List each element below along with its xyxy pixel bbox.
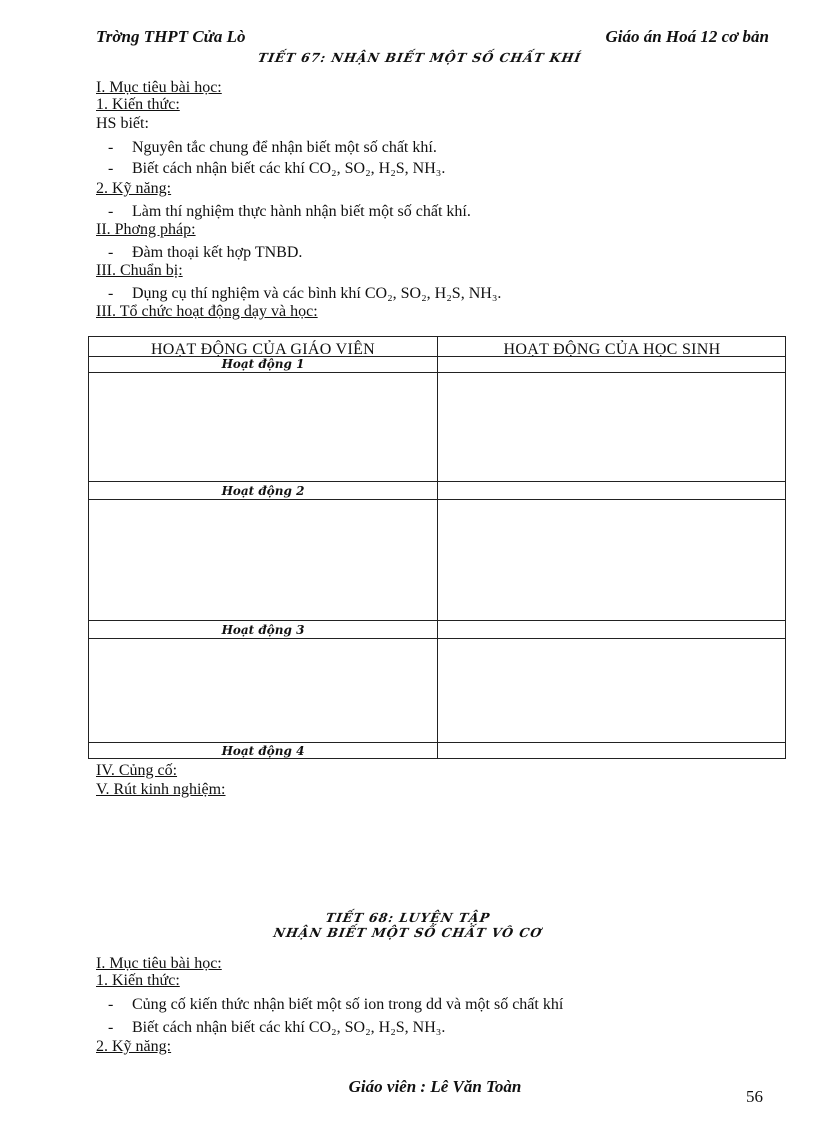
activity-1-label: Hoạt động 1 — [221, 357, 305, 371]
row-separator — [89, 620, 785, 621]
row-separator — [89, 372, 785, 373]
school-name: Trờng THPT Cửa Lò — [96, 27, 246, 46]
page-number: 56 — [746, 1087, 763, 1106]
knowledge-item: - Nguyên tắc chung để nhận biết một số chất khí. — [108, 139, 437, 156]
student-column-header: HOẠT ĐỘNG CỦA HỌC SINH — [503, 341, 721, 358]
prep-heading: III. Chuẩn bị: — [96, 262, 183, 279]
lesson68-skills-heading: 2. Kỹ năng: — [96, 1038, 172, 1055]
row-separator — [89, 481, 785, 482]
skills-item: - Làm thí nghiệm thực hành nhận biết một số chất khí. — [108, 203, 471, 220]
lesson68-knowledge-heading: 1. Kiến thức: — [96, 972, 180, 989]
teacher-column-header: HOẠT ĐỘNG CỦA GIÁO VIÊN — [150, 341, 376, 358]
bullet-dash: - — [108, 203, 114, 220]
organize-heading: III. Tổ chức hoạt động dạy và học: — [96, 303, 318, 320]
activity-3-label: Hoạt động 3 — [221, 623, 305, 637]
prep-item: - Dụng cụ thí nghiệm và các bình khí CO₂, SO₂, H₂S, NH₃. — [108, 285, 502, 302]
activity-4-label: Hoạt động 4 — [221, 744, 305, 758]
consolidate-heading: IV. Củng cố: — [96, 762, 178, 779]
table-column-divider — [437, 337, 438, 758]
lesson68-knowledge-item: - Biết cách nhận biết các khí CO₂, SO₂, H₂S, NH₃. — [108, 1019, 446, 1036]
lesson67-title: TIẾT 67: NHẬN BIẾT MỘT SỐ CHẤT KHÍ — [256, 50, 583, 65]
objectives-heading: I. Mục tiêu bài học: — [96, 79, 222, 96]
knowledge-item: - Biết cách nhận biết các khí CO₂, SO₂, H₂S, NH₃. — [108, 160, 446, 177]
teacher-name: Giáo viên : Lê Văn Toàn — [348, 1077, 522, 1096]
row-separator — [89, 638, 785, 639]
activity-2-label: Hoạt động 2 — [221, 484, 305, 498]
lesson-plan-label: Giáo án Hoá 12 cơ bản — [605, 27, 769, 46]
students-know-label: HS biết: — [96, 115, 149, 132]
skills-heading: 2. Kỹ năng: — [96, 180, 172, 197]
method-heading: II. Phơng pháp: — [96, 221, 196, 238]
lesson68-objectives-heading: I. Mục tiêu bài học: — [96, 955, 222, 972]
lesson68-title-line2: NHẬN BIẾT MỘT SỐ CHẤT VÔ CƠ — [272, 925, 544, 940]
row-separator — [89, 742, 785, 743]
activity-table — [88, 336, 786, 759]
bullet-dash: - — [108, 139, 114, 156]
bullet-dash: - — [108, 160, 114, 177]
bullet-dash: - — [108, 1019, 114, 1036]
bullet-dash: - — [108, 244, 114, 261]
bullet-dash: - — [108, 996, 114, 1013]
bullet-dash: - — [108, 285, 114, 302]
lesson68-title-line1: TIẾT 68: LUYỆN TẬP — [324, 910, 492, 925]
row-separator — [89, 499, 785, 500]
experience-heading: V. Rút kinh nghiệm: — [96, 781, 226, 798]
knowledge-heading: 1. Kiến thức: — [96, 96, 180, 113]
method-item: - Đàm thoại kết hợp TNBD. — [108, 244, 303, 261]
lesson68-knowledge-item: - Củng cố kiến thức nhận biết một số ion trong dd và một số chất khí — [108, 996, 564, 1013]
